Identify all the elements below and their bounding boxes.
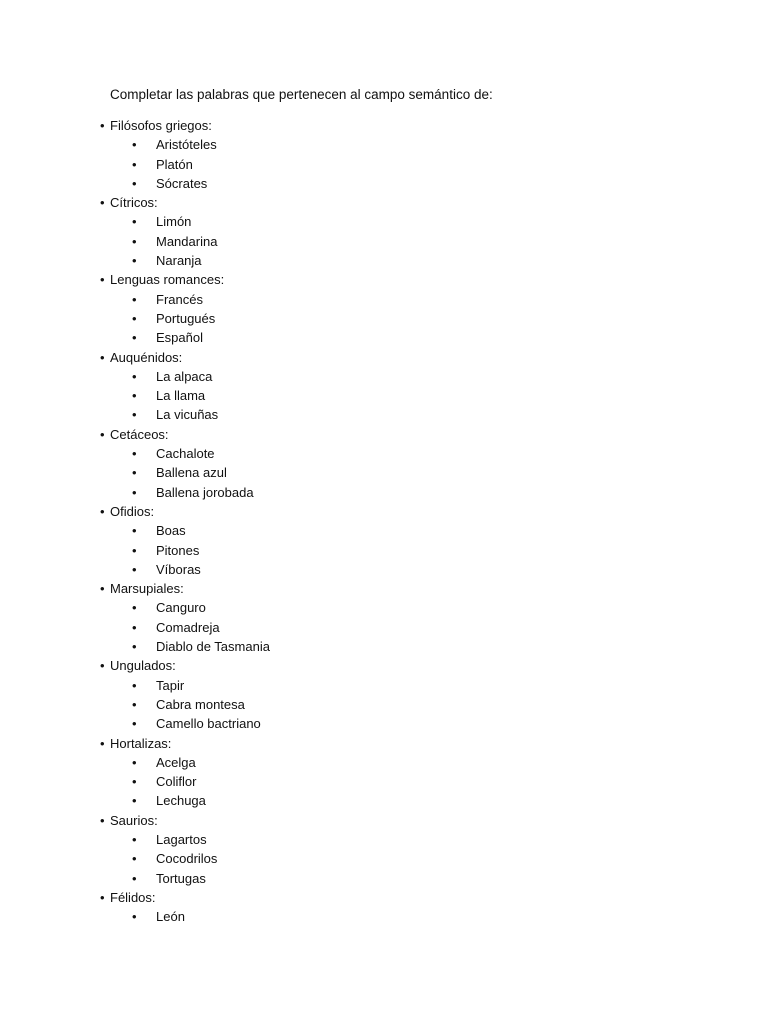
bullet-icon: •	[132, 851, 137, 867]
bullet-icon: •	[100, 426, 105, 442]
category-label: Cetáceos:	[110, 426, 169, 442]
bullet-icon: •	[132, 716, 137, 732]
category-label: Auquénidos:	[110, 349, 183, 365]
bullet-icon: •	[100, 889, 105, 905]
bullet-icon: •	[132, 561, 137, 577]
list-item-text: Acelga	[156, 754, 196, 770]
bullet-icon: •	[132, 831, 137, 847]
bullet-icon: •	[100, 349, 105, 365]
category-label: Saurios:	[110, 812, 158, 828]
bullet-icon: •	[132, 484, 137, 500]
list-item-text: Diablo de Tasmania	[156, 639, 270, 655]
list-item-text: Cabra montesa	[156, 696, 245, 712]
category-label: Ofidios:	[110, 503, 155, 519]
bullet-icon: •	[132, 523, 137, 539]
list-item-text: Coliflor	[156, 774, 197, 790]
bullet-icon: •	[132, 465, 137, 481]
list-item-text: Lagartos	[156, 831, 207, 847]
bullet-icon: •	[132, 175, 137, 191]
document-title: Completar las palabras que pertenecen al campo semántico de:	[110, 87, 493, 102]
list-item-text: La llama	[156, 388, 206, 404]
list-item-text: Víboras	[156, 561, 201, 577]
category-label: Lenguas romances:	[110, 272, 225, 288]
list-item-text: La vicuñas	[156, 407, 219, 423]
bullet-icon: •	[132, 542, 137, 558]
bullet-icon: •	[132, 368, 137, 384]
list-item-text: Camello bactriano	[156, 716, 261, 732]
bullet-icon: •	[132, 639, 137, 655]
list-item-text: Aristóteles	[156, 137, 217, 153]
bullet-icon: •	[132, 909, 137, 925]
bullet-icon: •	[100, 195, 105, 211]
bullet-icon: •	[132, 253, 137, 269]
bullet-icon: •	[132, 754, 137, 770]
bullet-icon: •	[132, 619, 137, 635]
bullet-icon: •	[100, 118, 105, 133]
list-item-text: Francés	[156, 291, 203, 307]
list-item-text: Naranja	[156, 253, 202, 269]
bullet-icon: •	[100, 658, 105, 674]
list-item-text: Portugués	[156, 310, 216, 326]
list-item-text: Español	[156, 330, 203, 346]
list-item-text: Comadreja	[156, 619, 220, 635]
category-label: Ungulados:	[110, 658, 176, 674]
bullet-icon: •	[132, 774, 137, 790]
bullet-icon: •	[100, 812, 105, 828]
bullet-icon: •	[132, 600, 137, 616]
bullet-icon: •	[132, 330, 137, 346]
bullet-icon: •	[132, 214, 137, 230]
list-item-text: Boas	[156, 523, 186, 539]
list-item-text: Tortugas	[156, 870, 206, 886]
bullet-icon: •	[100, 581, 105, 597]
bullet-icon: •	[100, 272, 105, 288]
list-item-text: Cachalote	[156, 446, 215, 462]
list-item-text: Pitones	[156, 542, 200, 558]
list-item-text: Lechuga	[156, 793, 206, 809]
list-item-text: Ballena azul	[156, 465, 227, 481]
bullet-icon: •	[132, 870, 137, 886]
bullet-icon: •	[132, 310, 137, 326]
bullet-icon: •	[132, 233, 137, 249]
list-item-text: Sócrates	[156, 175, 208, 191]
bullet-icon: •	[132, 446, 137, 462]
list-item-text: Cocodrilos	[156, 851, 218, 867]
bullet-icon: •	[100, 503, 105, 519]
category-label: Félidos:	[110, 889, 156, 905]
list-item-text: Canguro	[156, 600, 206, 616]
category-label: Cítricos:	[110, 195, 158, 211]
list-item-text: Tapir	[156, 677, 185, 693]
bullet-icon: •	[132, 291, 137, 307]
list-item-text: Ballena jorobada	[156, 484, 254, 500]
bullet-icon: •	[132, 156, 137, 172]
list-item-text: León	[156, 909, 185, 925]
bullet-icon: •	[132, 677, 137, 693]
list-item-text: La alpaca	[156, 368, 213, 384]
category-label: Marsupiales:	[110, 581, 184, 597]
category-label: Hortalizas:	[110, 735, 172, 751]
bullet-icon: •	[132, 137, 137, 153]
bullet-icon: •	[100, 735, 105, 751]
bullet-icon: •	[132, 407, 137, 423]
bullet-icon: •	[132, 388, 137, 404]
list-item-text: Limón	[156, 214, 192, 230]
bullet-icon: •	[132, 696, 137, 712]
category-label: Filósofos griegos:	[110, 118, 212, 133]
list-item-text: Platón	[156, 156, 193, 172]
list-item-text: Mandarina	[156, 233, 218, 249]
bullet-icon: •	[132, 793, 137, 809]
